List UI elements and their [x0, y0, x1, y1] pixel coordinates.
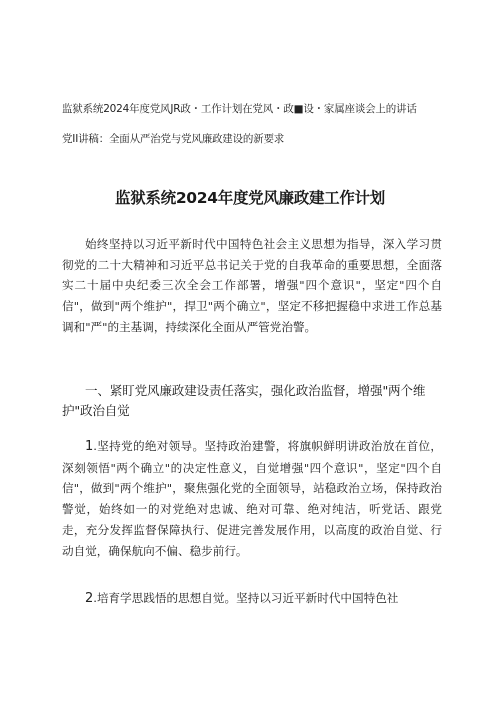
list-item-2-text: .培育学思践悟的思想自觉。坚持以习近平新时代中国特色社 [93, 591, 399, 605]
intro-paragraph: 始终坚持以习近平新时代中国特色社会主义思想为指导，深入学习贯彻党的二十大精神和习近平总书记关于党的自我革命的重要思想，全面落实二十届中央纪委三次全会工作部署，增强"四个意识"，坚定"四个自信"，做到"两个维护"，捍卫"两个确立"，坚定不移把握稳中求进工作总基调和"严"的主基调，持续深化全面从严管党治警。 [62, 237, 442, 334]
section-heading-1: 一、紧盯党风廉政建设责任落实，强化政治监督，增强"两个维护"政治自觉 [62, 383, 426, 418]
document-title: 监狱系统2024年度党风廉政建工作计划 [115, 189, 385, 207]
list-item-2-number: 2 [85, 591, 94, 606]
header-subtitle-line: 党II讲稿：全面从严治党与党风廉政建设的新要求 [62, 133, 285, 145]
list-item-1-text: .坚持党的绝对领导。坚持政治建警，将旗帜鲜明讲政治放在首位，深刻领悟"两个确立"的决定性意义，自觉增强"四个意识"，坚定"四个自信"，做到"两个维护"，聚焦强化党的全面领导，站稳政治立场，保持政治警觉，始终如一的对党绝对忠诚、绝对可靠、绝对纯洁，听党话、跟党走，充分发挥监督保障执行、促进完善发展作用，以高度的政治自觉、行动自觉，确保航向不偏、稳步前行。 [62, 439, 442, 558]
list-item-1-number: 1 [85, 439, 94, 454]
header-title-line: 监狱系统2024年度党风JR政・工作计划在党风・政■设・家属座谈会上的讲话 [62, 103, 417, 115]
list-item-2 [62, 588, 442, 610]
list-item-1 [62, 436, 442, 561]
